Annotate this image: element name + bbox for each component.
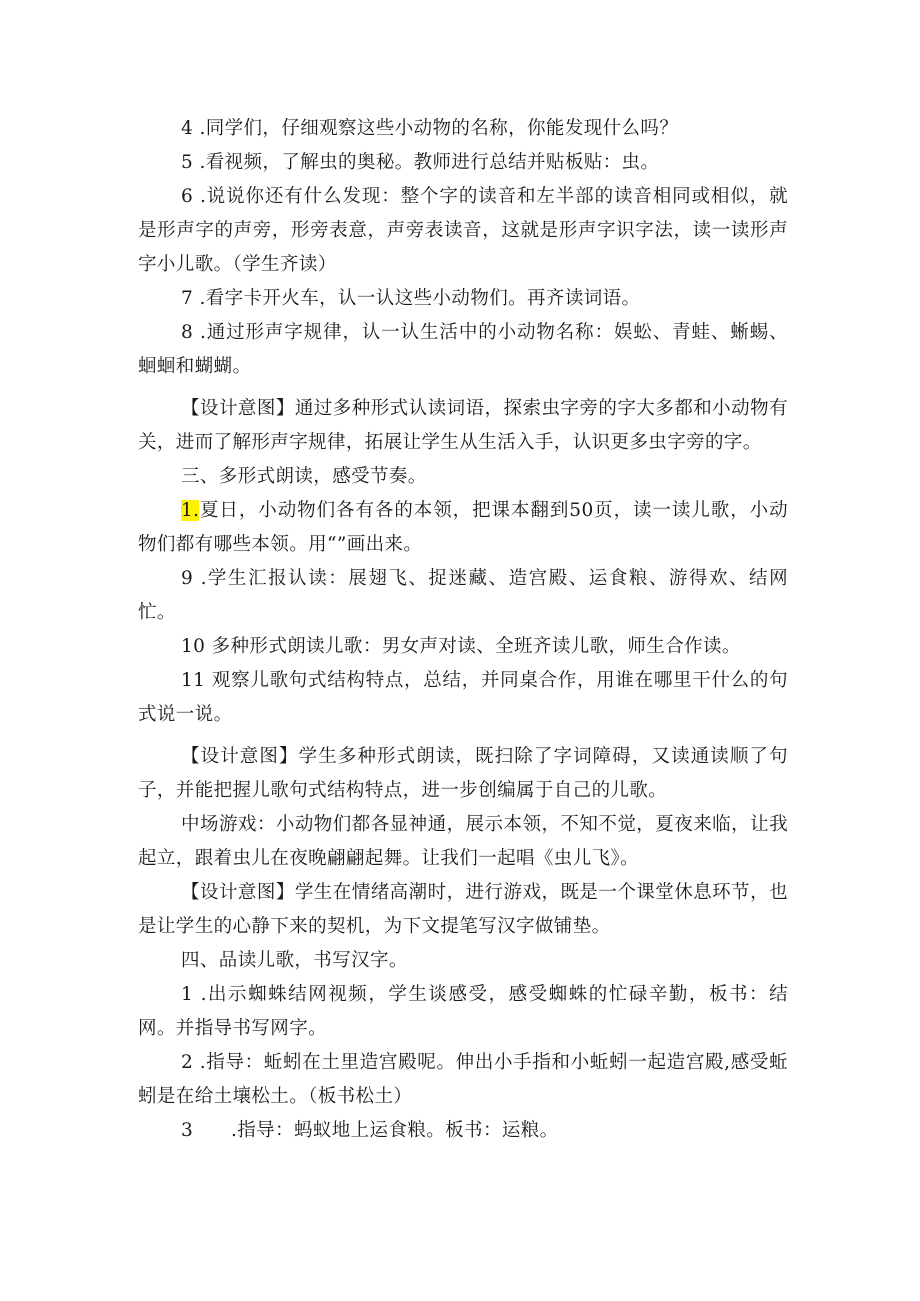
highlighted-number: 1.: [181, 500, 200, 521]
design-intent-3: 【设计意图】学生在情绪高潮时，进行游戏，既是一个课堂休息环节，也是让学生的心静下来的契机，为下文提笔写汉字做铺垫。: [138, 882, 788, 937]
item-11: 11 观察儿歌句式结构特点，总结，并同桌合作，用谁在哪里干什么的句式说一说。: [138, 670, 788, 725]
mid-game: 中场游戏：小动物们都各显神通，展示本领，不知不觉，夏夜来临，让我起立，跟着虫儿在夜晚翩翩起舞。让我们一起唱《虫儿飞》。: [138, 814, 788, 869]
section-four-heading: 四、品读儿歌，书写汉字。: [181, 950, 408, 971]
item-4: 4 .同学们，仔细观察这些小动物的名称，你能发现什么吗？: [181, 118, 679, 139]
section-three-item-1-text: 夏日，小动物们各有各的本领，把课本翻到50页，读一读儿歌，小动物们都有哪些本领。用“”画出来。: [138, 500, 788, 555]
section-three-heading: 三、多形式朗读，感受节奏。: [181, 466, 427, 487]
section-three-item-1: [138, 494, 788, 562]
document-body: [138, 112, 788, 1148]
section-four-item-2: 2 .指导：蚯蚓在土里造宫殿呢。伸出小手指和小蚯蚓一起造宫殿,感受蚯蚓是在给土壤松土。（板书松土）: [138, 1052, 788, 1107]
section-four-item-1: 1 .出示蜘蛛结网视频，学生谈感受，感受蜘蛛的忙碌辛勤，板书：结网。并指导书写网字。: [138, 984, 788, 1039]
item-8: 8 .通过形声字规律，认一认生活中的小动物名称：娱蚣、青蛙、蜥蜴、蛔蛔和蝴蝴。: [138, 322, 788, 377]
item-5: 5 .看视频，了解虫的奥秘。教师进行总结并贴板贴：虫。: [181, 152, 660, 173]
item-6: 6 .说说你还有什么发现：整个字的读音和左半部的读音相同或相似，就是形声字的声旁，形旁表意，声旁表读音，这就是形声字识字法，读一读形声字小儿歌。（学生齐读）: [138, 186, 788, 275]
item-7: 7 .看字卡开火车，认一认这些小动物们。再齐读词语。: [181, 288, 641, 309]
design-intent-2: 【设计意图】学生多种形式朗读，既扫除了字词障碍，又读通读顺了句子，并能把握儿歌句式结构特点，进一步创编属于自己的儿歌。: [138, 746, 788, 801]
design-intent-1: 【设计意图】通过多种形式认读词语，探索虫字旁的字大多都和小动物有关，进而了解形声字规律，拓展让学生从生活入手，认识更多虫字旁的字。: [138, 398, 788, 453]
item-9: 9 .学生汇报认读：展翅飞、捉迷藏、造宫殿、运食粮、游得欢、结网忙。: [138, 568, 788, 623]
item-10: 10 多种形式朗读儿歌：男女声对读、全班齐读儿歌，师生合作读。: [181, 636, 741, 657]
section-four-item-3: 3 .指导：蚂蚁地上运食粮。板书：运粮。: [181, 1120, 559, 1141]
